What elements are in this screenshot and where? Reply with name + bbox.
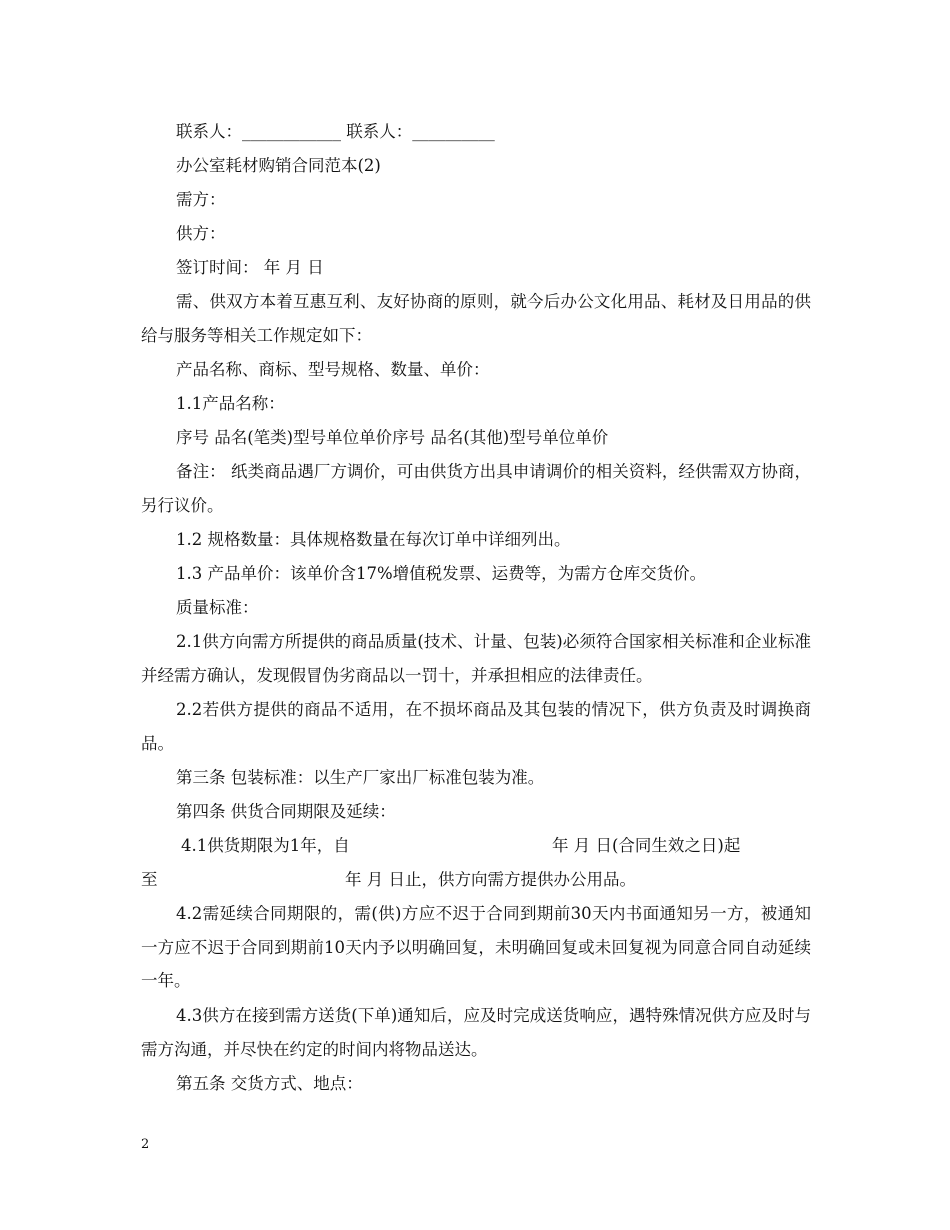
supplier-line: 供方： <box>176 224 226 243</box>
clause-1-1: 1.1产品名称： <box>176 394 285 413</box>
clause-2-1: 2.1供方向需方所提供的商品质量(技术、计量、包装)必须符合国家相关标准和企业标准并经需方确认，发现假冒伪劣商品以一罚十，并承担相应的法律责任。 <box>141 632 811 685</box>
buyer-line: 需方： <box>176 190 226 209</box>
preamble-paragraph: 需、供双方本着互惠互利、友好协商的原则，就今后办公文化用品、耗材及日用品的供给与服务等相关工作规定如下： <box>141 292 811 345</box>
section-quality-heading: 质量标准： <box>176 598 259 617</box>
page-number: 2 <box>141 1137 150 1152</box>
clause-2-2: 2.2若供方提供的商品不适用，在不损坏商品及其包装的情况下，供方负责及时调换商品。 <box>141 700 811 753</box>
article-4-heading: 第四条 供货合同期限及延续： <box>176 802 396 821</box>
clause-1-2: 1.2 规格数量：具体规格数量在每次订单中详细列出。 <box>176 530 571 549</box>
product-table-header: 序号 品名(笔类)型号单位单价序号 品名(其他)型号单位单价 <box>176 428 609 447</box>
remark-paragraph: 备注： 纸类商品遇厂方调价，可由供货方出具申请调价的相关资料，经供需双方协商，另行议价。 <box>141 462 811 515</box>
clause-4-1-start: 4.1供货期限为1年，自 <box>181 836 350 855</box>
document-title: 办公室耗材购销合同范本(2) <box>176 156 381 175</box>
clause-4-3: 4.3供方在接到需方送货(下单)通知后，应及时完成送货响应，遇特殊情况供方应及时与需方沟通，并尽快在约定的时间内将物品送达。 <box>141 1006 811 1059</box>
section-product-heading: 产品名称、商标、型号规格、数量、单价： <box>176 360 490 379</box>
article-5-heading: 第五条 交货方式、地点： <box>176 1074 363 1093</box>
clause-4-1-to: 至 <box>141 870 158 889</box>
clause-4-1-date-start: 年 月 日(合同生效之日)起 <box>552 836 741 855</box>
clause-4-1-date-end: 年 月 日止，供方向需方提供办公用品。 <box>345 870 636 889</box>
article-3: 第三条 包装标准：以生产厂家出厂标准包装为准。 <box>176 768 545 787</box>
contact-line: 联系人：____________ 联系人：__________ <box>176 122 495 141</box>
signing-date-line: 签订时间： 年 月 日 <box>176 258 324 277</box>
clause-4-2: 4.2需延续合同期限的，需(供)方应不迟于合同到期前30天内书面通知另一方，被通知一方应不迟于合同到期前10天内予以明确回复，未明确回复或未回复视为同意合同自动延续一年。 <box>141 904 811 990</box>
clause-1-3: 1.3 产品单价：该单价含17%增值税发票、运费等，为需方仓库交货价。 <box>176 564 707 583</box>
